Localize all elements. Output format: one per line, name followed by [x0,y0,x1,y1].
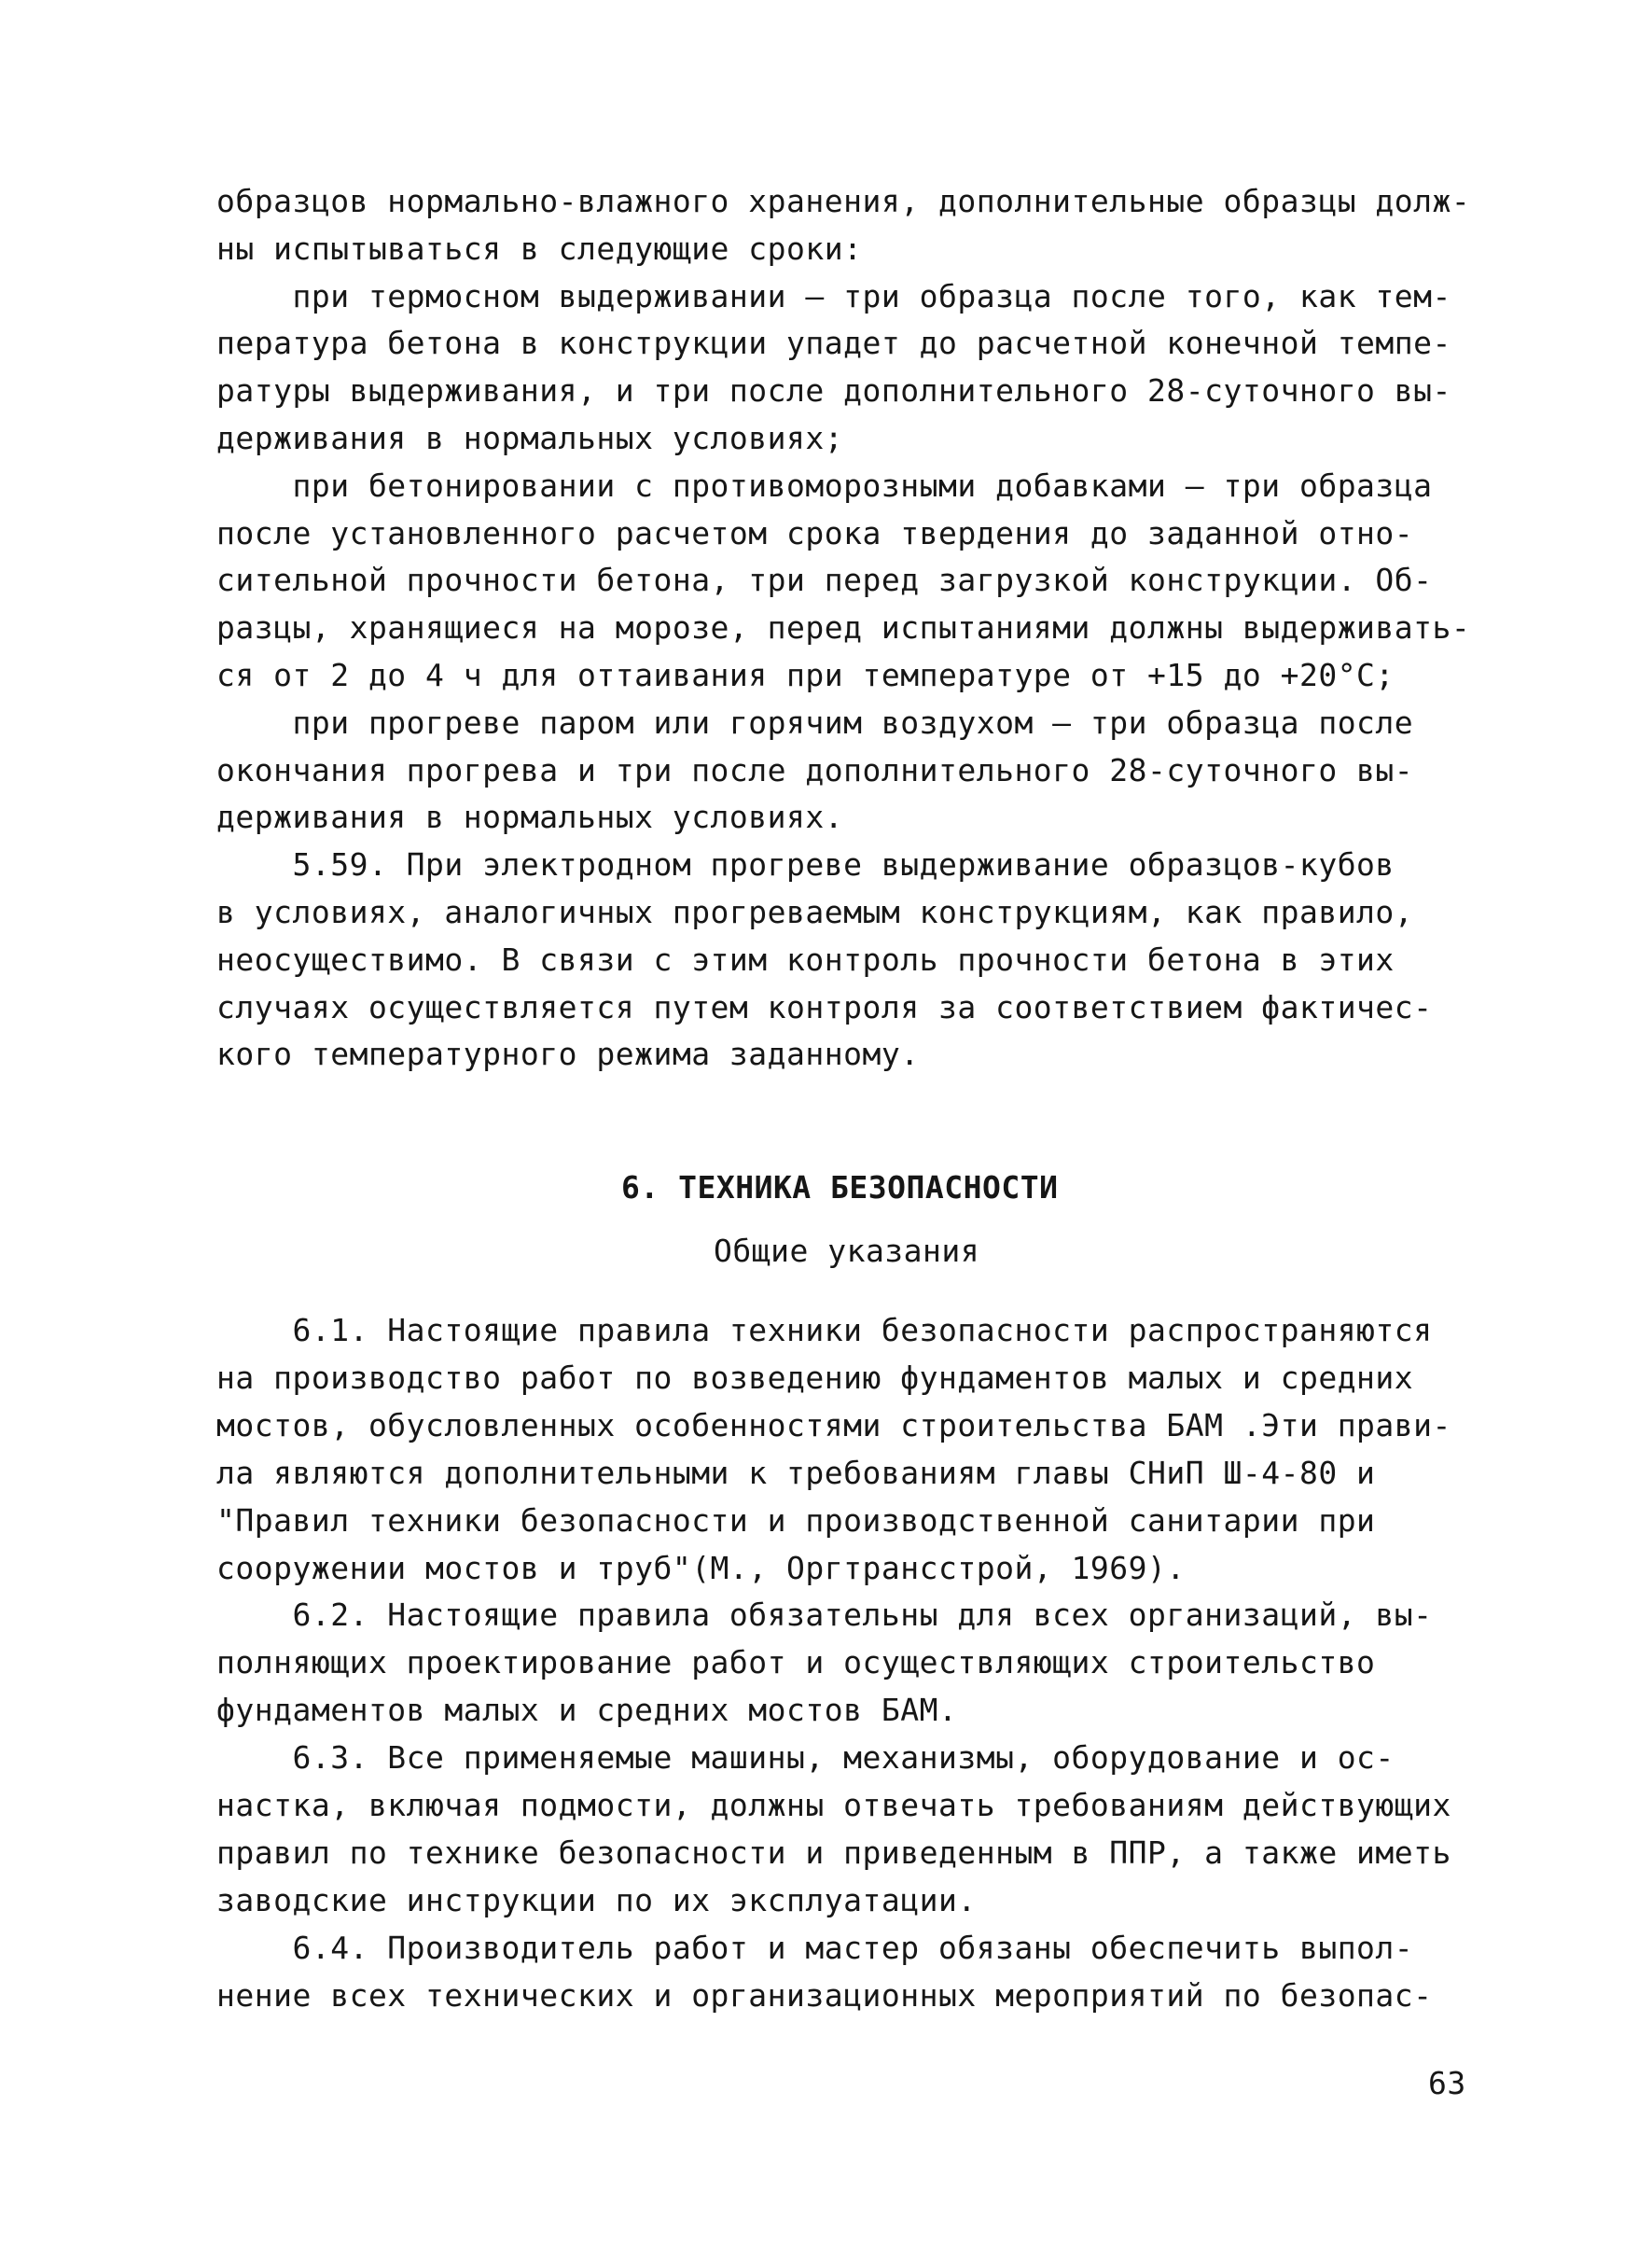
text-line: пература бетона в конструкции упадет до расчетной конечной темпе- [216,325,1451,361]
text-line: держивания в нормальных условиях. [216,799,844,835]
text-line: сительной прочности бетона, три перед загрузкой конструкции. Об- [216,562,1433,598]
text-line: правил по технике безопасности и приведенным в ППР, а также иметь [216,1834,1451,1871]
text-line: при термосном выдерживании – три образца после того, как тем- [216,278,1451,314]
text-line: образцов нормально-влажного хранения, дополнительные образцы долж- [216,183,1471,219]
text-line: ла являются дополнительными к требованиям главы СНиП Ш-4-80 и [216,1455,1376,1491]
text-line: при бетонировании с противоморозными добавками – три образца [216,467,1433,504]
text-line: сооружении мостов и труб"(М., Оргтрансстрой, 1969). [216,1550,1186,1586]
text-line: на производство работ по возведению фундаментов малых и средних [216,1360,1414,1396]
text-line: случаях осуществляется путем контроля за соответствием фактичес- [216,989,1433,1025]
subsection-title: Общие указания [714,1233,980,1269]
text-line: держивания в нормальных условиях; [216,420,844,456]
text-line: настка, включая подмости, должны отвечать требованиям действующих [216,1787,1451,1823]
page-number: 63 [1428,2065,1466,2101]
section-title: 6. ТЕХНИКА БЕЗОПАСНОСТИ [621,1169,1059,1206]
text-line: в условиях, аналогичных прогреваемым конструкциям, как правило, [216,894,1414,930]
text-line: кого температурного режима заданному. [216,1036,920,1072]
text-line: нение всех технических и организационных мероприятий по безопас- [216,1977,1433,2014]
text-line: заводские инструкции по их эксплуатации. [216,1882,977,1918]
text-line: разцы, хранящиеся на морозе, перед испытаниями должны выдерживать- [216,609,1471,646]
text-line: "Правил техники безопасности и производственной санитарии при [216,1502,1376,1539]
text-line: фундаментов малых и средних мостов БАМ. [216,1692,958,1728]
text-line: неосуществимо. В связи с этим контроль прочности бетона в этих [216,941,1395,978]
text-line: 6.2. Настоящие правила обязательны для всех организаций, вы- [216,1597,1433,1633]
text-line: мостов, обусловленных особенностями строительства БАМ .Эти прави- [216,1407,1451,1443]
text-line: полняющих проектирование работ и осуществляющих строительство [216,1644,1376,1680]
text-line: после установленного расчетом срока твердения до заданной отно- [216,515,1414,551]
text-line: 6.1. Настоящие правила техники безопасности распространяются [216,1312,1433,1348]
text-line: ны испытываться в следующие сроки: [216,230,863,267]
text-line: ся от 2 до 4 ч для оттаивания при температуре от +15 до +20°С; [216,657,1395,693]
text-line: 6.3. Все применяемые машины, механизмы, оборудование и ос- [216,1739,1395,1776]
text-line: ратуры выдерживания, и три после дополнительного 28-суточного вы- [216,372,1451,409]
text-line: при прогреве паром или горячим воздухом – три образца после [216,704,1414,741]
text-line: 6.4. Производитель работ и мастер обязаны обеспечить выпол- [216,1930,1414,1966]
text-line: 5.59. При электродном прогреве выдерживание образцов-кубов [216,846,1395,883]
text-line: окончания прогрева и три после дополнительного 28-суточного вы- [216,752,1414,788]
